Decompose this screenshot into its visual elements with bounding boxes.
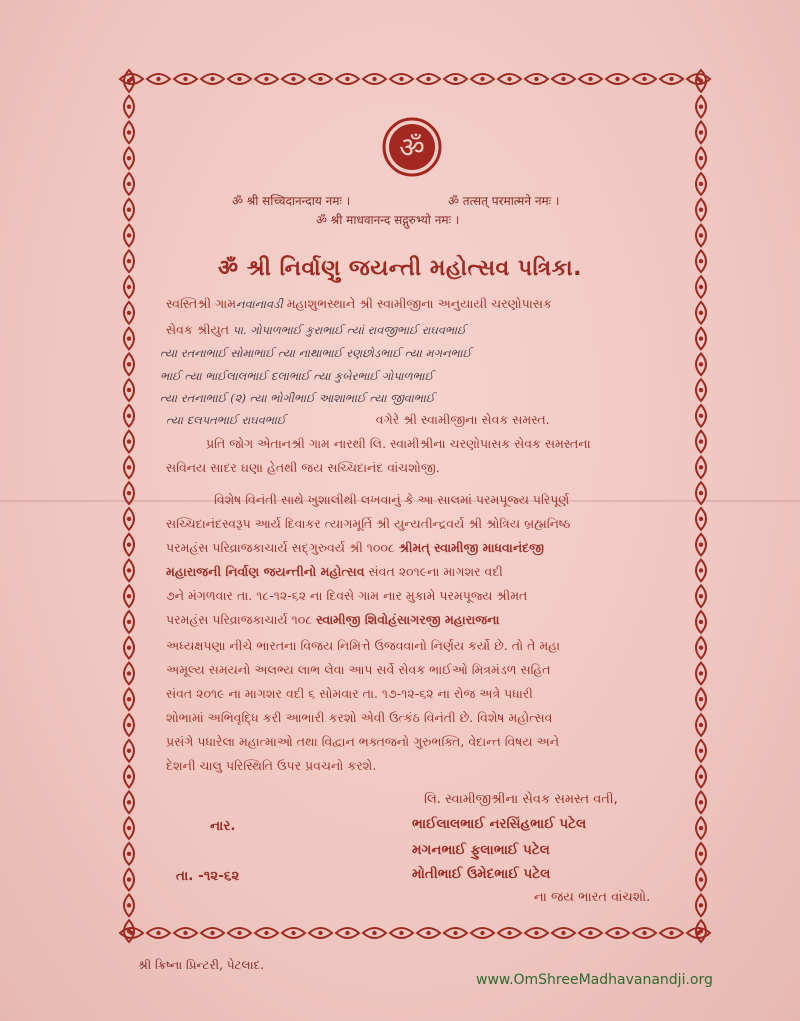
border-ornament-dot	[156, 931, 160, 935]
signatory-2: મગનભાઈ ફુલાભાઈ પટેલ	[412, 842, 550, 858]
border-ornament-dot	[127, 903, 131, 907]
border-ornament-dot	[210, 931, 214, 935]
border-ornament-dot	[127, 877, 131, 881]
signature-intro: લિ. સ્વામીજીશ્રીના સેવક સમસ્ત વતી,	[424, 792, 618, 807]
body-line-2: સચ્ચિદાનંદસ્વરૂપ આર્ય દિવાકર ત્યાગમૂર્તિ શ્રી યુન્યતીન્દ્રવર્ય શ્રી શ્રોત્રિય બ્રહ્મનિષ્ઠ	[166, 516, 571, 531]
border-ornament-dot	[699, 439, 703, 443]
body-line-6	[166, 612, 499, 628]
border-ornament-dot	[699, 594, 703, 598]
border-ornament-dot	[127, 517, 131, 521]
body-line-1: વિશેષ વિનંતી સાથે ખુશાલીથી લખવાનું કે આ સાલમાં પરમપૂજ્ય પરિપૂર્ણ	[214, 492, 570, 507]
body-text-bold: સ્વામીજી શિવોહંસાગરજી મહારાજના	[316, 612, 500, 627]
border-ornament-dot	[699, 800, 703, 804]
border-ornament-dot	[127, 439, 131, 443]
border-ornament-dot	[291, 77, 295, 81]
border-ornament-dot	[372, 931, 376, 935]
names-handwritten-line-5: ત્યા રતનાભાઈ (૨) ત્યા ભોગીભાઈ આશાભાઈ ત્યા જીવાભાઈ	[160, 391, 435, 405]
border-ornament-dot	[318, 931, 322, 935]
salutation-printed: સેવક શ્રીયુત	[166, 322, 229, 337]
names-handwritten-line-3: ત્યા રતનાભાઈ સોમાભાઈ ત્યા નાથાભાઈ રણછોડભાઈ ત્યા મગનભાઈ	[160, 346, 472, 360]
border-ornament-dot	[127, 362, 131, 366]
border-ornament-dot	[127, 388, 131, 392]
signature-date: તા. -૧૨-૬૨	[176, 868, 240, 884]
border-ornament-dot	[127, 130, 131, 134]
border-ornament-dot	[699, 903, 703, 907]
salutation-line-6	[166, 412, 550, 428]
invocation-line-3: ॐ श्री माधवानन्द सद्गुरुभ्यो नमः ।	[316, 213, 460, 227]
printer-credit: શ્રી ક્રિષ્ના પ્રિન્ટરી, પેટલાદ.	[138, 958, 265, 972]
border-ornament-dot	[264, 77, 268, 81]
signature-place: નાર.	[210, 818, 236, 834]
border-ornament-dot	[426, 931, 430, 935]
border-ornament-dot	[699, 568, 703, 572]
border-ornament-dot	[318, 77, 322, 81]
body-text: પરમહંસ પરિવ્રાજકાચાર્ય સદ્ગુરુવર્ય શ્રી ૧૦૦૮	[166, 540, 399, 555]
body-text: સંવત ૨૦૧૯ના માગશર વદી	[364, 564, 503, 579]
border-ornament-dot	[345, 77, 349, 81]
border-ornament-dot	[183, 931, 187, 935]
border-ornament-dot	[399, 931, 403, 935]
border-ornament-dot	[699, 362, 703, 366]
border-ornament-dot	[127, 749, 131, 753]
border-ornament-dot	[699, 671, 703, 675]
border-ornament-dot	[507, 931, 511, 935]
border-ornament-dot	[699, 620, 703, 624]
border-ornament-dot	[699, 233, 703, 237]
border-ornament-dot	[127, 826, 131, 830]
body-line-8: અમૂલ્ય સમયનો અલભ્ય લાભ લેવા આપ સર્વે સેવક ભાઈઓ મિત્રમંડળ સહિત	[166, 662, 551, 677]
salutation-line-2	[166, 322, 466, 338]
border-ornament-dot	[127, 233, 131, 237]
border-ornament-dot	[534, 931, 538, 935]
border-ornament-dot	[127, 568, 131, 572]
border-ornament-dot	[642, 77, 646, 81]
body-line-11: પ્રસંગે પધારેલા મહાત્માઓ તથા વિદ્વાન ભક્તજનો ગુરુભક્તિ, વેદાન્ત વિષય અને	[166, 734, 560, 749]
border-ornament-dot	[127, 594, 131, 598]
names-handwritten-line-4: ભાઈ ત્યા ભાઈલાલભાઈ દલાભાઈ ત્યા કુબેરભાઈ ગોપાળભાઈ	[160, 369, 434, 383]
border-ornament-dot	[699, 929, 703, 933]
invocation-line-2: ॐ तत्सत् परमात्मने नमः ।	[448, 194, 560, 208]
border-ornament-dot	[127, 156, 131, 160]
om-emblem	[381, 116, 443, 178]
names-handwritten: પા. ગોપાળભાઈ કુરાભાઈ ત્યાં રાવજીભાઈ રાઘવભાઈ	[229, 323, 466, 337]
body-line-7: અધ્યક્ષપણા નીચે ભારતના વિજય નિમિત્તે ઉજવવાનો નિર્ણય કર્યો છે. તો તે મહા	[166, 638, 561, 653]
border-ornament-dot	[480, 77, 484, 81]
border-ornament-dot	[669, 931, 673, 935]
border-ornament-dot	[127, 542, 131, 546]
border-ornament-dot	[699, 285, 703, 289]
border-ornament-dot	[127, 671, 131, 675]
border-ornament-dot	[699, 697, 703, 701]
border-ornament-dot	[426, 77, 430, 81]
border-ornament-dot	[699, 646, 703, 650]
body-text-bold: મહારાજની નિર્વાણ જયન્તીનો મહોત્સવ	[166, 564, 365, 579]
border-ornament-dot	[699, 774, 703, 778]
border-ornament-dot	[127, 104, 131, 108]
border-ornament-dot	[127, 620, 131, 624]
salutation-printed: મહાશુભસ્થાને શ્રી સ્વામીજીના અનુયાયી ચરણોપાસક	[282, 296, 552, 311]
border-ornament-dot	[127, 774, 131, 778]
border-ornament-dot	[561, 77, 565, 81]
body-text-bold: શ્રીમત્ સ્વામીજી માધવાનંદજી	[398, 540, 544, 555]
border-ornament-dot	[127, 79, 131, 83]
salutation-line-1	[166, 296, 552, 312]
border-ornament-dot	[127, 285, 131, 289]
border-ornament-dot	[372, 77, 376, 81]
border-ornament-dot	[156, 77, 160, 81]
signatory-1: ભાઈલાલભાઈ નરસિંહભાઈ પટેલ	[412, 816, 587, 832]
salutation-printed: વગેરે શ્રી સ્વામીજીના સેવક સમસ્ત.	[375, 412, 550, 427]
border-ornament-dot	[699, 182, 703, 186]
border-ornament-dot	[127, 465, 131, 469]
border-ornament-dot	[127, 646, 131, 650]
border-ornament-dot	[642, 931, 646, 935]
border-ornament-dot	[561, 931, 565, 935]
border-ornament-dot	[127, 697, 131, 701]
border-ornament-dot	[127, 929, 131, 933]
border-ornament-dot	[699, 877, 703, 881]
border-ornament-dot	[699, 388, 703, 392]
border-ornament-dot	[699, 79, 703, 83]
body-line-10: શોભામાં અભિવૃદ્ધિ કરી આભારી કરશો એવી ઉત્કંઠ વિનંતી છે. વિશેષ મહોત્સવ	[166, 710, 553, 725]
om-symbol: ॐ	[399, 131, 425, 164]
border-ornament-dot	[127, 414, 131, 418]
border-ornament-dot	[127, 336, 131, 340]
body-text: પરમહંસ પરિવ્રાજકાચાર્ય ૧૦૮	[166, 612, 317, 627]
border-ornament-dot	[699, 208, 703, 212]
border-ornament-dot	[127, 182, 131, 186]
border-ornament-dot	[588, 77, 592, 81]
invocation-line-1: ॐ श्री सच्चिदानन्दाय नमः ।	[232, 194, 351, 208]
border-ornament-dot	[127, 208, 131, 212]
village-handwritten: નવાનાવડી	[236, 297, 283, 311]
salutation-line-7: પ્રતિ જોગ એતાનશ્રી ગામ નારથી લિ. સ્વામીશ્રીના ચરણોપાસક સેવક સમસ્તના	[206, 436, 591, 451]
border-ornament-dot	[453, 77, 457, 81]
border-ornament-dot	[615, 931, 619, 935]
border-ornament-dot	[399, 77, 403, 81]
website-watermark: www.OmShreeMadhavanandji.org	[476, 972, 713, 988]
signature-closing: ના જય ભારત વાંચશો.	[534, 890, 651, 905]
salutation-printed: સ્વસ્તિશ્રી ગામ	[166, 296, 237, 311]
border-ornament-dot	[588, 931, 592, 935]
border-ornament-dot	[699, 723, 703, 727]
border-ornament-dot	[699, 491, 703, 495]
body-line-5: ૭ને મંગળવાર તા. ૧૮-૧૨-૬૨ ના દિવસે ગામ નાર મુકામે પરમપૂજ્ય શ્રીમત	[166, 588, 528, 603]
border-ornament-dot	[699, 517, 703, 521]
border-left-ornament	[118, 68, 140, 944]
border-ornament-dot	[507, 77, 511, 81]
body-line-3	[166, 540, 544, 556]
border-right-ornament	[690, 68, 712, 944]
border-ornament-dot	[699, 826, 703, 830]
document-title: ॐ શ્રી નિર્વાણુ જયન્તી મહોત્સવ પત્રિકા.	[218, 256, 582, 281]
border-ornament-dot	[699, 336, 703, 340]
border-ornament-dot	[237, 931, 241, 935]
border-ornament-dot	[699, 130, 703, 134]
border-ornament-dot	[345, 931, 349, 935]
border-ornament-dot	[127, 852, 131, 856]
signatory-3: મોતીભાઈ ઉમેદભાઈ પટેલ	[412, 866, 551, 882]
body-line-12: દેશની ચાલુ પરિસ્થિતિ ઉપર પ્રવચનો કરશે.	[166, 758, 377, 773]
border-ornament-dot	[127, 491, 131, 495]
border-ornament-dot	[453, 931, 457, 935]
border-top-ornament	[118, 68, 712, 90]
border-ornament-dot	[699, 542, 703, 546]
border-ornament-dot	[534, 77, 538, 81]
border-ornament-dot	[127, 723, 131, 727]
border-ornament-dot	[699, 104, 703, 108]
border-ornament-dot	[699, 749, 703, 753]
salutation-line-8: સવિનય સાદર ઘણા હેતથી જય સચ્ચિદાનંદ વાંચશોજી.	[166, 460, 440, 475]
border-ornament-dot	[237, 77, 241, 81]
border-ornament-dot	[699, 465, 703, 469]
border-ornament-dot	[699, 852, 703, 856]
border-ornament-dot	[699, 156, 703, 160]
border-ornament-dot	[615, 77, 619, 81]
border-ornament-dot	[127, 800, 131, 804]
body-line-9: સંવત ૨૦૧૯ ના માગશર વદી ૬ સોમવાર તા. ૧૭-૧૨-૬૨ ના રોજ અત્રે પધારી	[166, 686, 533, 701]
om-circle-icon	[381, 116, 443, 178]
border-ornament-dot	[480, 931, 484, 935]
border-ornament-dot	[699, 311, 703, 315]
border-ornament-dot	[669, 77, 673, 81]
border-ornament-dot	[291, 931, 295, 935]
border-ornament-dot	[210, 77, 214, 81]
border-bottom-ornament	[118, 922, 712, 944]
body-line-4	[166, 564, 503, 580]
names-handwritten: ત્યા દલપતભાઈ રાઘવભાઈ	[166, 413, 286, 427]
border-ornament-dot	[127, 311, 131, 315]
border-ornament-dot	[699, 414, 703, 418]
border-ornament-dot	[264, 931, 268, 935]
border-ornament-dot	[183, 77, 187, 81]
